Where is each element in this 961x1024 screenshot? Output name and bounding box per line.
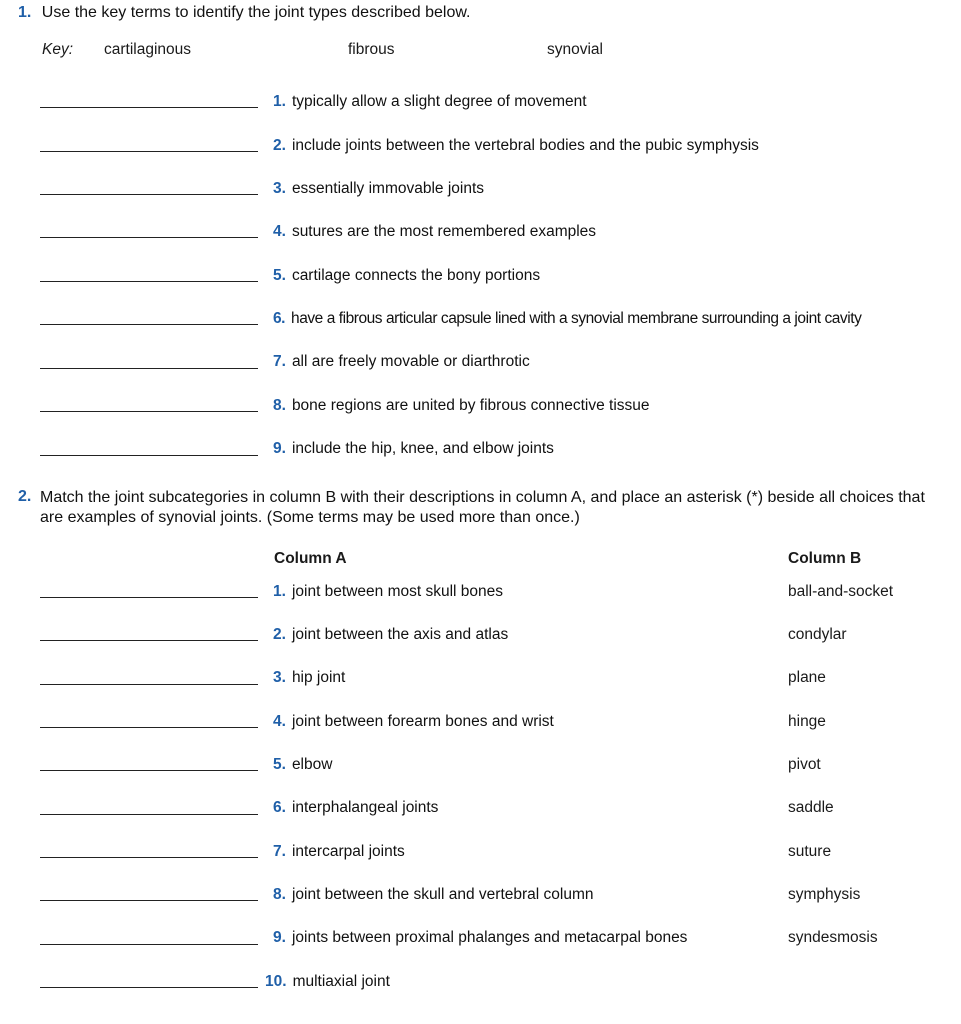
- item-number: 9.: [273, 929, 286, 946]
- list-item: [273, 669, 345, 687]
- item-number: 8.: [273, 886, 286, 903]
- answer-blank[interactable]: [40, 727, 258, 728]
- item-text: multiaxial joint: [292, 973, 390, 990]
- answer-blank[interactable]: [40, 770, 258, 771]
- list-item: [273, 756, 332, 774]
- answer-blank[interactable]: [40, 455, 258, 456]
- column-b-term: ball-and-socket: [788, 583, 894, 600]
- item-number: 4.: [273, 713, 286, 730]
- answer-blank[interactable]: [40, 814, 258, 815]
- column-b-term: pivot: [788, 756, 821, 773]
- item-number: 6.: [273, 799, 286, 816]
- answer-blank[interactable]: [40, 194, 258, 195]
- item-text: essentially immovable joints: [291, 180, 485, 197]
- column-b-term: condylar: [788, 626, 847, 643]
- answer-blank[interactable]: [40, 640, 258, 641]
- answer-blank[interactable]: [40, 151, 258, 152]
- q2-prompt: Match the joint subcategories in column B with their descriptions in column A, and place an asterisk (*) beside all choices that are examples of synovial joints. (Some terms may be used more than once.): [40, 489, 925, 526]
- item-number: 1.: [273, 93, 286, 110]
- column-b-term: hinge: [788, 713, 826, 730]
- answer-blank[interactable]: [40, 411, 258, 412]
- column-b-term: suture: [788, 843, 832, 860]
- item-text: bone regions are united by fibrous connective tissue: [291, 397, 650, 414]
- q1-prompt: Use the key terms to identify the joint types described below.: [41, 4, 471, 21]
- item-number: 3.: [273, 180, 286, 197]
- item-text: typically allow a slight degree of movement: [291, 93, 587, 110]
- item-text: have a fibrous articular capsule lined with a synovial membrane surrounding a joint cavity: [291, 310, 862, 327]
- answer-blank[interactable]: [40, 107, 258, 108]
- answer-blank[interactable]: [40, 281, 258, 282]
- answer-blank[interactable]: [40, 237, 258, 238]
- list-item: [273, 583, 503, 601]
- key-term-fibrous: fibrous: [348, 41, 395, 58]
- list-item: [273, 223, 596, 241]
- q1-number: 1.: [18, 4, 32, 21]
- key-label: Key:: [42, 41, 74, 58]
- item-number: 7.: [273, 843, 286, 860]
- list-item: [273, 440, 554, 458]
- column-a-header: Column A: [274, 550, 347, 567]
- key-term-cartilaginous: cartilaginous: [104, 41, 192, 58]
- item-text: interphalangeal joints: [291, 799, 439, 816]
- item-text: elbow: [291, 756, 333, 773]
- answer-blank[interactable]: [40, 368, 258, 369]
- key-term-synovial: synovial: [547, 41, 603, 58]
- column-b-term: syndesmosis: [788, 929, 878, 946]
- item-text: intercarpal joints: [291, 843, 405, 860]
- item-text: joint between forearm bones and wrist: [291, 713, 554, 730]
- item-text: joints between proximal phalanges and metacarpal bones: [291, 929, 688, 946]
- item-text: include the hip, knee, and elbow joints: [291, 440, 554, 457]
- answer-blank[interactable]: [40, 987, 258, 988]
- item-text: all are freely movable or diarthrotic: [291, 353, 530, 370]
- item-text: hip joint: [291, 669, 346, 686]
- list-item: [273, 843, 405, 861]
- answer-blank[interactable]: [40, 900, 258, 901]
- answer-blank[interactable]: [40, 944, 258, 945]
- item-number: 2.: [273, 137, 286, 154]
- item-number: 2.: [273, 626, 286, 643]
- column-b-term: plane: [788, 669, 826, 686]
- answer-blank[interactable]: [40, 324, 258, 325]
- list-item: [273, 93, 587, 111]
- item-text: joint between the skull and vertebral column: [291, 886, 594, 903]
- item-text: joint between most skull bones: [291, 583, 504, 600]
- answer-blank[interactable]: [40, 597, 258, 598]
- column-b-term: symphysis: [788, 886, 861, 903]
- q2-number: 2.: [18, 488, 32, 505]
- list-item: [273, 137, 759, 155]
- list-item: [273, 267, 540, 285]
- list-item: [265, 973, 390, 991]
- column-b-header: Column B: [788, 550, 862, 567]
- item-text: joint between the axis and atlas: [291, 626, 509, 643]
- item-number: 8.: [273, 397, 286, 414]
- item-number: 5.: [273, 267, 286, 284]
- item-text: sutures are the most remembered examples: [291, 223, 597, 240]
- list-item: [273, 626, 508, 644]
- item-text: cartilage connects the bony portions: [291, 267, 541, 284]
- list-item: [273, 353, 530, 371]
- list-item: [273, 397, 650, 415]
- q1-heading: [18, 4, 470, 22]
- list-item: [273, 799, 438, 817]
- list-item: [273, 180, 484, 198]
- item-number: 9.: [273, 440, 286, 457]
- item-text: include joints between the vertebral bodies and the pubic symphysis: [291, 137, 759, 154]
- item-number: 4.: [273, 223, 286, 240]
- item-number: 7.: [273, 353, 286, 370]
- answer-blank[interactable]: [40, 857, 258, 858]
- item-number: 1.: [273, 583, 286, 600]
- answer-blank[interactable]: [40, 684, 258, 685]
- item-number: 5.: [273, 756, 286, 773]
- item-number: 10.: [265, 973, 287, 990]
- list-item: [273, 929, 687, 947]
- item-number: 3.: [273, 669, 286, 686]
- item-number: 6.: [273, 310, 286, 327]
- list-item: [273, 713, 554, 731]
- column-b-term: saddle: [788, 799, 834, 816]
- list-item: [273, 310, 861, 328]
- list-item: [273, 886, 594, 904]
